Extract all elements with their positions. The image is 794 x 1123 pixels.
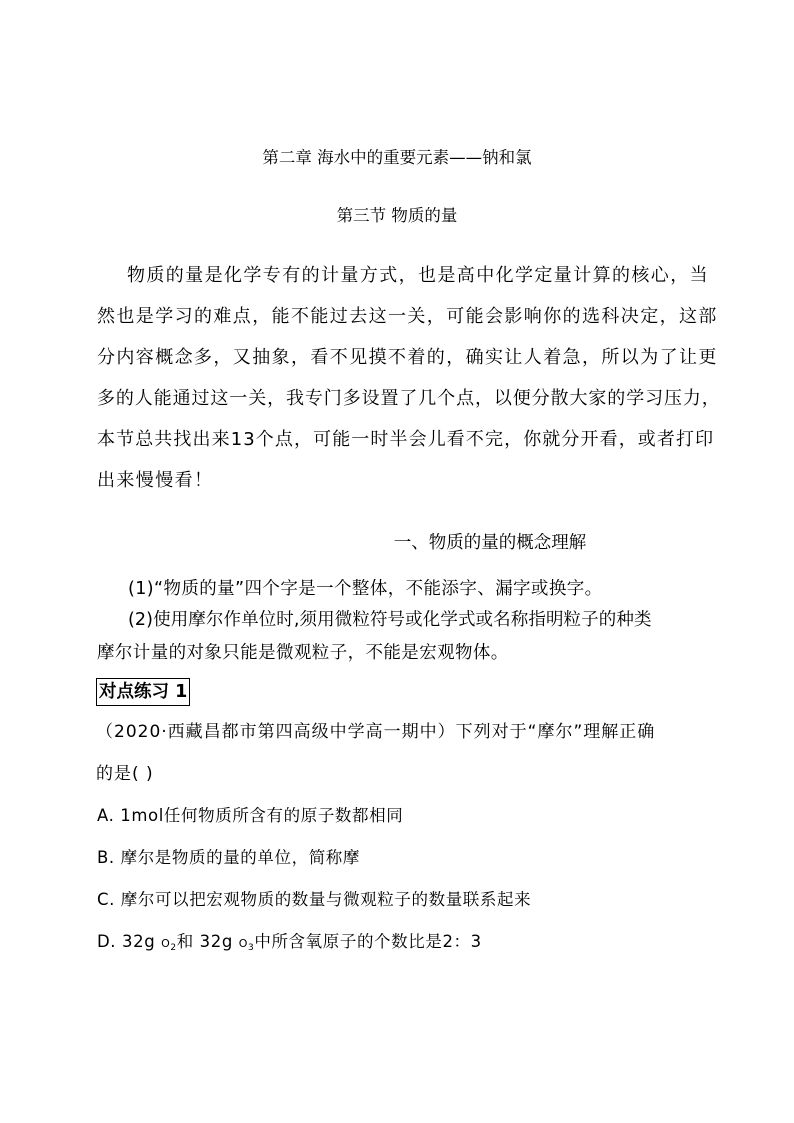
section-heading: 一、物质的量的概念理解 [393, 533, 587, 553]
option-d-mid: 和 32g [176, 932, 239, 951]
section-title: 第三节 物质的量 [336, 206, 458, 225]
option-d-suffix: 中所含氧原子的个数比是2：3 [254, 932, 482, 951]
option-d-prefix: D. 32g [97, 932, 162, 951]
concept-point: 摩尔计量的对象只能是微观粒子，不能是宏观物体。 [97, 643, 509, 663]
subscript-2: 2 [170, 943, 177, 953]
concept-point: (1)“物质的量”四个字是一个整体，不能添字、漏字或换字。 [128, 579, 603, 599]
intro-line: 多的人能通过这一关，我专门多设置了几个点，以便分散大家的学习压力， [97, 388, 721, 409]
option-d[interactable] [97, 931, 482, 955]
option-c[interactable]: C. 摩尔可以把宏观物质的数量与微观粒子的数量联系起来 [97, 890, 532, 909]
concept-point: (2)使用摩尔作单位时,须用微粒符号或化学式或名称指明粒子的种类 [128, 610, 652, 630]
intro-line: 物质的量是化学专有的计量方式，也是高中化学定量计算的核心，当 [127, 265, 709, 286]
intro-line: 出来慢慢看！ [97, 470, 214, 491]
practice-label: 对点练习 1 [96, 678, 190, 706]
chapter-title: 第二章 海水中的重要元素——钠和氯 [262, 148, 532, 167]
intro-line: 本节总共找出来13个点，可能一时半会儿看不完，你就分开看，或者打印 [97, 429, 715, 450]
option-a[interactable]: A. 1mol任何物质所含有的原子数都相同 [97, 806, 404, 825]
question-line: 的是( ) [96, 764, 154, 784]
oxygen-symbol: O [161, 937, 171, 950]
question-line: （2020·西藏昌都市第四高级中学高一期中）下列对于“摩尔”理解正确 [96, 722, 656, 742]
oxygen-symbol: O [238, 937, 249, 950]
intro-line: 然也是学习的难点，能不能过去这一关，可能会影响你的选科决定，这部 [97, 306, 718, 327]
intro-line: 分内容概念多，又抽象，看不见摸不着的，确实让人着急，所以为了让更 [97, 347, 718, 368]
subscript-3: 3 [248, 943, 255, 953]
option-b[interactable]: B. 摩尔是物质的量的单位，简称摩 [97, 848, 361, 867]
